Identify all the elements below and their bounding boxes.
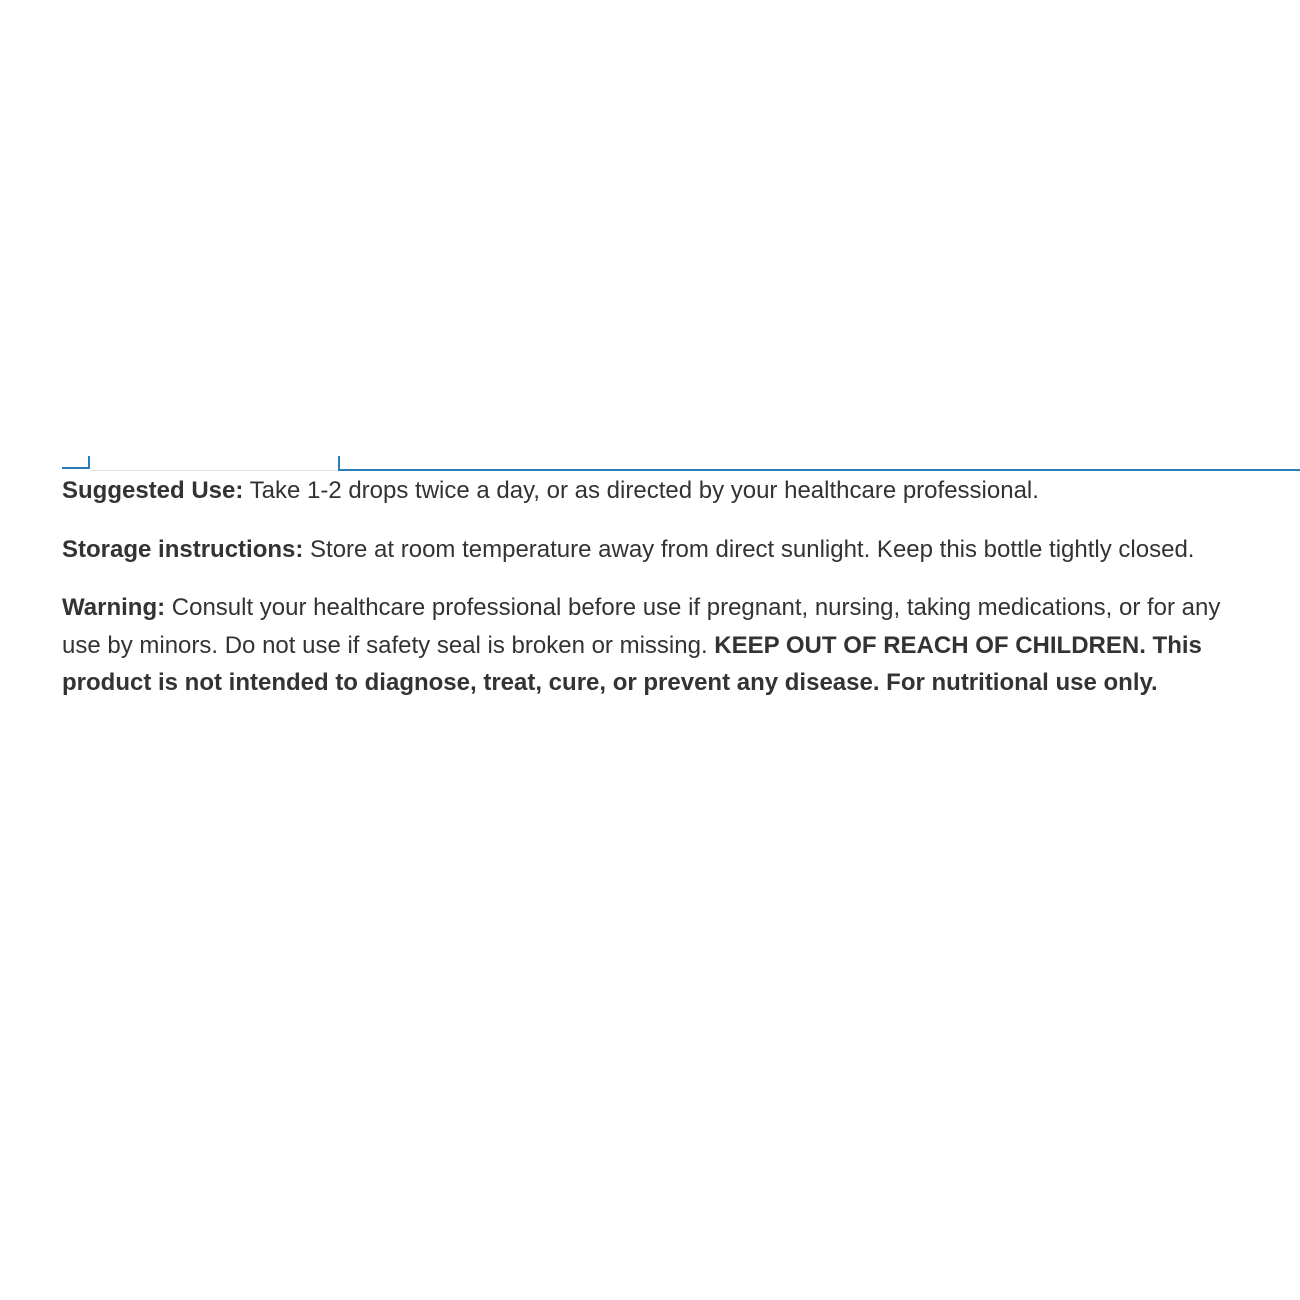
- product-info-panel: [62, 472, 1262, 723]
- warning-paragraph: [62, 589, 1262, 702]
- warning-emphasis: KEEP OUT OF REACH OF CHILDREN. This product is not intended to diagnose, treat, cure, or prevent any disease. For nutritional use only.: [62, 631, 1202, 696]
- suggested-use-label: Suggested Use:: [62, 477, 244, 504]
- storage-label: Storage instructions:: [62, 535, 304, 563]
- active-tab-gap[interactable]: [90, 470, 338, 471]
- warning-label: Warning:: [62, 594, 166, 621]
- tab-strip: [62, 456, 1300, 472]
- suggested-use-paragraph: [62, 472, 1262, 510]
- suggested-use-text: Take 1-2 drops twice a day, or as directed by your healthcare professional.: [243, 477, 1039, 504]
- storage-paragraph: [62, 531, 1262, 569]
- storage-text: Store at room temperature away from direct sunlight. Keep this bottle tightly closed.: [303, 535, 1195, 563]
- tab-left-edge[interactable]: [62, 456, 90, 469]
- tab-right-edge[interactable]: [338, 456, 1300, 471]
- warning-text: Consult your healthcare professional before use if pregnant, nursing, taking medications, or for any use by minors. Do not use if safety seal is broken or missing.: [62, 594, 1221, 659]
